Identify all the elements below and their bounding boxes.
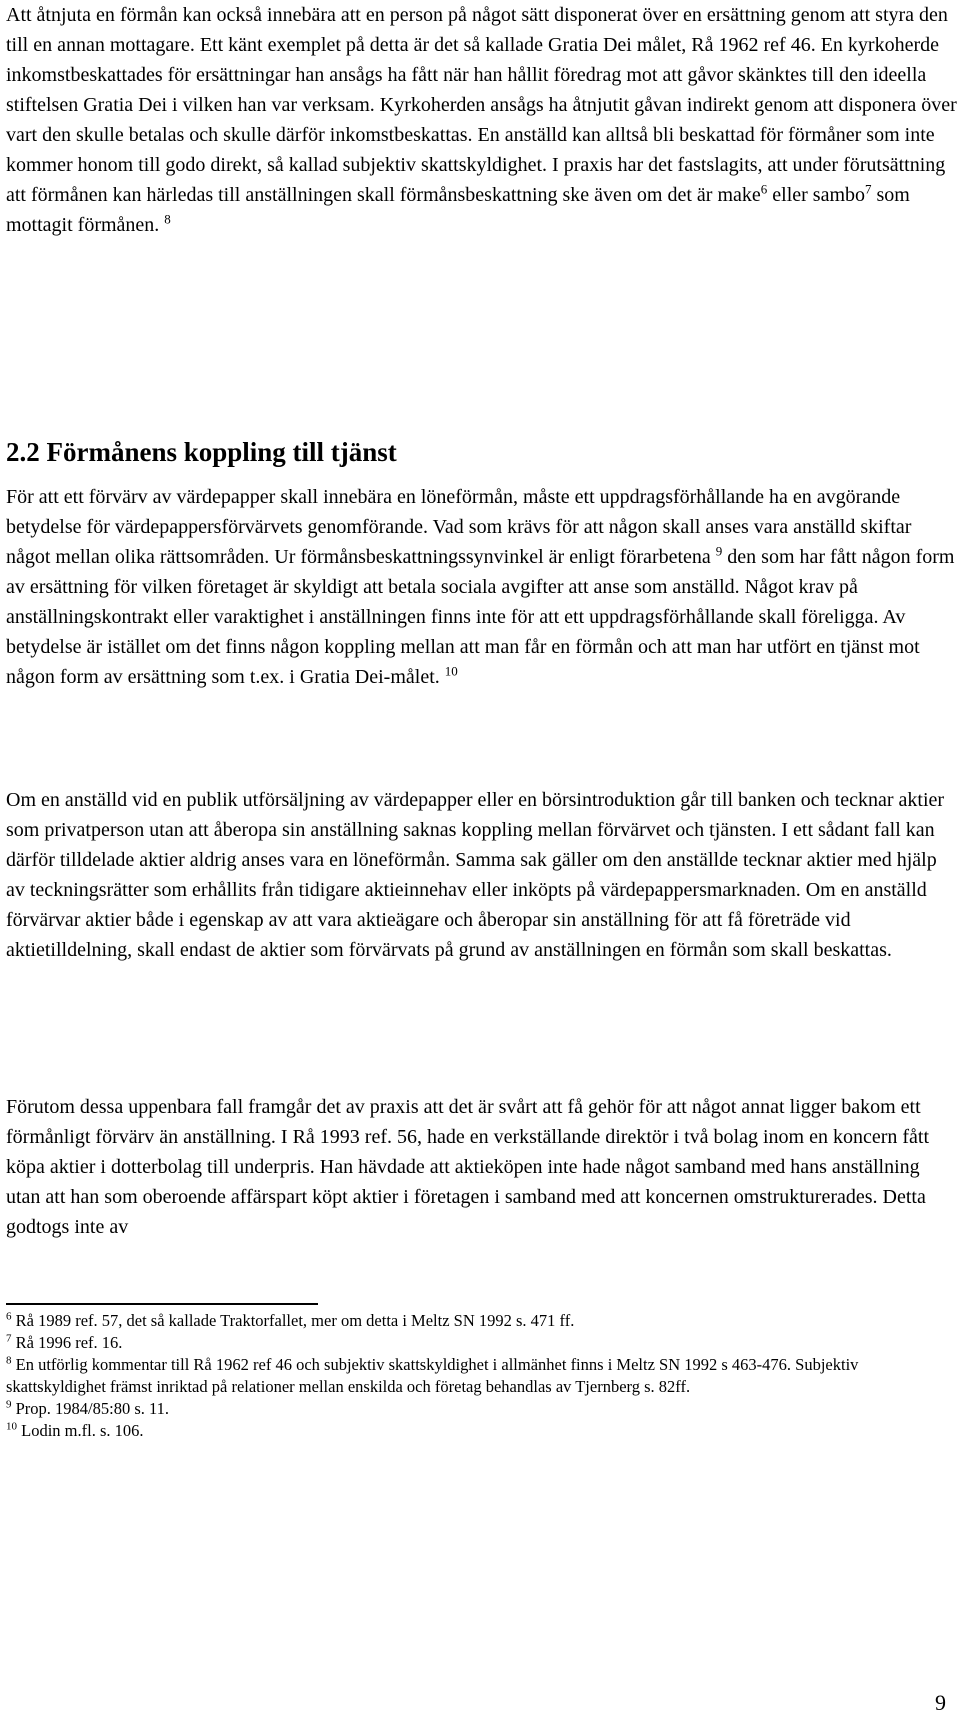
footnote-text: Lodin m.fl. s. 106. [17, 1421, 144, 1440]
footnote-text: Rå 1989 ref. 57, det så kallade Traktorfallet, mer om detta i Meltz SN 1992 s. 471 ff. [11, 1311, 575, 1330]
paragraph-3: Förutom dessa uppenbara fall framgår det av praxis att det är svårt att få gehör för att något annat ligger bakom ett förmånligt förvärv än anställning. I Rå 1993 ref. 56, hade en verkställande direktör i två bolag inom en koncern fått köpa aktier i dotterbolag till underpris. Han hävdade att aktieköpen inte hade något samband med hans anställning utan att han som oberoende affärspart köpt aktier i företagen i samband med att koncernen omstrukturerades. Detta godtogs inte av [6, 1096, 930, 1238]
footnote-number: 8 [6, 1354, 12, 1367]
footnote-ref-10[interactable]: 10 [444, 663, 458, 679]
footnote [6, 1310, 958, 1332]
footnote-text: En utförlig kommentar till Rå 1962 ref 46 och subjektiv skattskyldighet i allmänhet finns i Meltz SN 1992 s 463-476. Subjektiv skattskyldighet främst inriktad på relationer mellan enskilda och företag behandlas av Tjernberg s. 82ff. [6, 1355, 859, 1396]
footnote-ref-7[interactable]: 7 [865, 181, 872, 197]
footnote-text: Rå 1996 ref. 16. [11, 1333, 123, 1352]
footnote [6, 1420, 958, 1442]
paragraph-text: Att åtnjuta en förmån kan också innebära att en person på något sätt disponerat över en ersättning genom att styra den till en annan mottagare. Ett känt exemplet på detta är det så kallade Gratia Dei målet, Rå 1962 ref 46. En kyrkoherde inkomstbeskattades för ersättningar han ansågs ha fått när han hållit föredrag mot att gåvor skänktes till den ideella stiftelsen Gratia Dei i vilken han var verksam. Kyrkoherden ansågs ha åtnjutit gåvan indirekt genom att disponera över vart den skulle betalas och skulle därför inkomstbeskattas. En anställd kan alltså bli beskattad för förmåner som inte kommer honom till godo direkt, så kallad subjektiv skattskyldighet. I praxis har det fastslagits, att under förutsättning att förmånen kan härledas till anställningen skall förmånsbeskattning ske även om det är make [6, 4, 957, 206]
footnote-divider [6, 1303, 318, 1305]
page-number: 9 [935, 1690, 946, 1715]
footnote-number: 6 [6, 1310, 12, 1323]
paragraph-1 [6, 482, 958, 692]
paragraph-text: eller sambo [767, 184, 866, 206]
paragraph-intro [6, 0, 958, 240]
paragraph-text: som mottagit förmånen. [6, 184, 910, 236]
footnote-number: 7 [6, 1332, 12, 1345]
footnote [6, 1398, 958, 1420]
footnote-ref-6[interactable]: 6 [760, 181, 768, 197]
footnotes [6, 1310, 958, 1442]
footnote-number: 10 [6, 1420, 17, 1433]
paragraph-text: den som har fått någon form av ersättning för vilken företaget är skyldigt att betala sociala avgifter att anse som anställd. Något krav på anställningskontrakt eller varaktighet i anställningen finns inte för att ett uppdragsförhållande skall föreligga. Av betydelse är istället om det finns någon koppling mellan att man får en förmån och att man har utfört en tjänst mot någon form av ersättning som t.ex. i Gratia Dei-målet. [6, 546, 955, 688]
paragraph-2: Om en anställd vid en publik utförsäljning av värdepapper eller en börsintroduktion går till banken och tecknar aktier som privatperson utan att åberopa sin anställning saknas koppling mellan förvärvet och tjänsten. I ett sådant fall kan därför tilldelade aktier aldrig anses vara en löneförmån. Samma sak gäller om den anställde tecknar aktier med hjälp av teckningsrätter som erhållits från tidigare aktieinnehav eller inköpts på värdepappersmarknaden. Om en anställd förvärvar aktier både i egenskap av att vara aktieägare och åberopar sin anställning för att få företräde vid aktietilldelning, skall endast de aktier som förvärvats på grund av anställningen en förmån som skall beskattas. [6, 789, 945, 961]
footnote-number: 9 [6, 1398, 12, 1411]
footnote-ref-9[interactable]: 9 [715, 543, 723, 559]
footnote [6, 1354, 958, 1398]
footnote [6, 1332, 958, 1354]
footnote-ref-8[interactable]: 8 [164, 211, 171, 227]
footnote-text: Prop. 1984/85:80 s. 11. [11, 1399, 170, 1418]
section-heading: 2.2 Förmånens koppling till tjänst [6, 437, 397, 467]
paragraph-text: För att ett förvärv av värdepapper skall innebära en löneförmån, måste ett uppdragsförhållande ha en avgörande betydelse för värdepappersförvärvets genomförande. Vad som krävs för att någon skall anses vara anställd skiftar något mellan olika rättsområden. Ur förmånsbeskattningssynvinkel är enligt förarbetena [6, 486, 912, 568]
